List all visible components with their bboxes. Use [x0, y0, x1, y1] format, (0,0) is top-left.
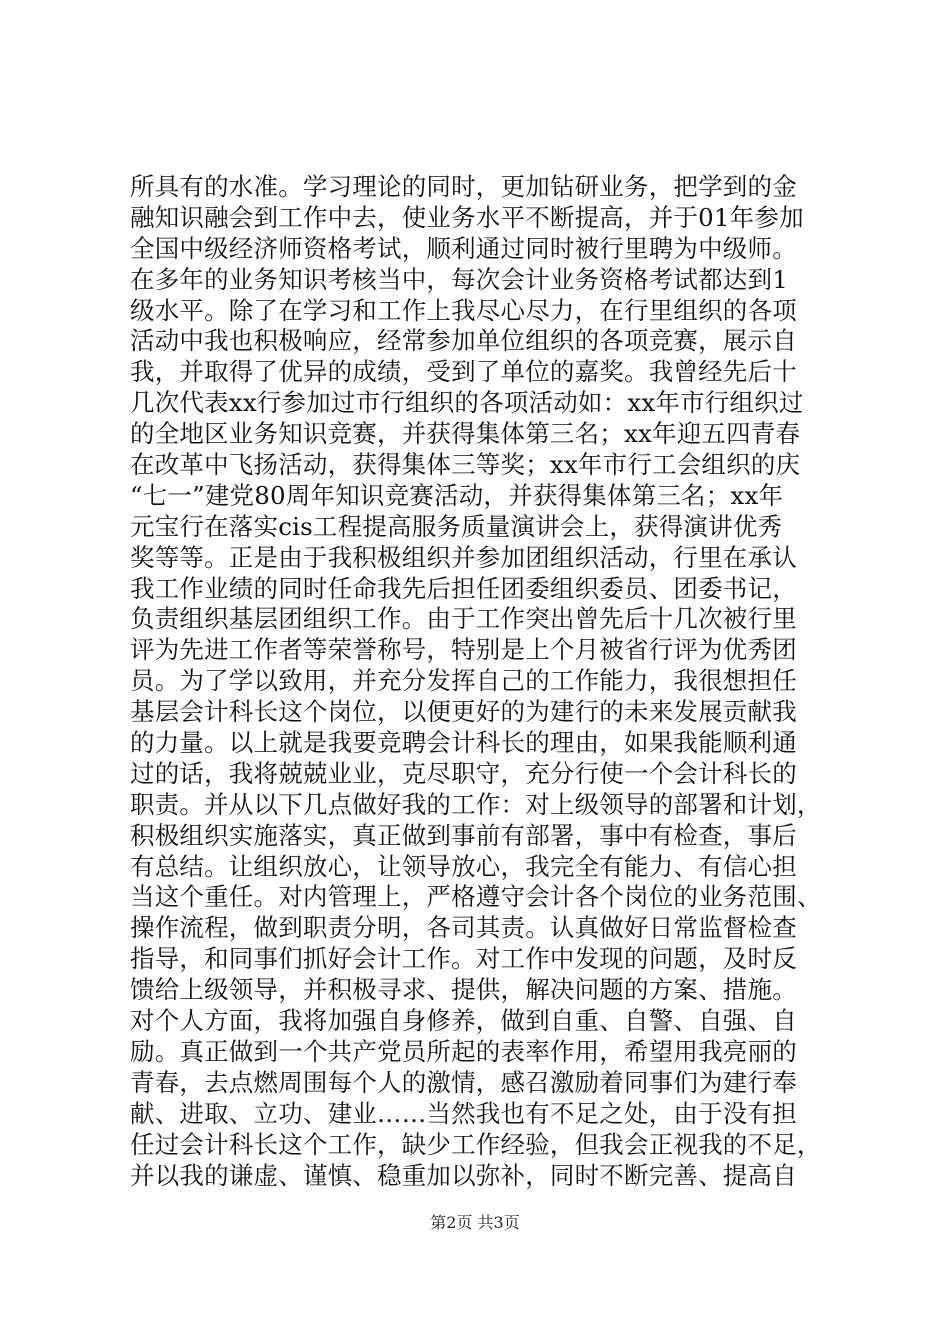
text-line: 在多年的业务知识考核当中，每次会计业务资格考试都达到1: [130, 264, 788, 294]
text-line: 我，并取得了优异的成绩，受到了单位的嘉奖。我曾经先后十: [130, 357, 797, 387]
text-line: 馈给上级领导，并积极寻求、提供，解决问题的方案、措施。: [130, 975, 797, 1005]
text-line: 在改革中飞扬活动，获得集体三等奖；xx年市行工会组织的庆: [130, 450, 801, 480]
text-line: 对个人方面，我将加强自身修养，做到自重、自警、自强、自: [130, 1006, 797, 1036]
text-line: 的力量。以上就是我要竞聘会计科长的理由，如果我能顺利通: [130, 728, 797, 758]
text-line: 当这个重任。对内管理上，严格遵守会计各个岗位的业务范围、: [130, 882, 822, 912]
text-line: 献、进取、立功、建业……当然我也有不足之处，由于没有担: [130, 1098, 797, 1128]
text-line: 并以我的谦虚、谨慎、稳重加以弥补，同时不断完善、提高自: [130, 1160, 797, 1190]
text-line: 活动中我也积极响应，经常参加单位组织的各项竞赛，展示自: [130, 326, 797, 356]
text-line: 过的话，我将兢兢业业，克尽职守，充分行使一个会计科长的: [130, 758, 797, 788]
text-line: 积极组织实施落实，真正做到事前有部署，事中有检查，事后: [130, 820, 797, 850]
text-line: 评为先进工作者等荣誉称号，特别是上个月被省行评为优秀团: [130, 635, 797, 665]
text-line: 元宝行在落实cis工程提高服务质量演讲会上，获得演讲优秀: [130, 511, 783, 541]
text-line: 奖等等。正是由于我积极组织并参加团组织活动，行里在承认: [130, 542, 797, 572]
document-body: [130, 172, 830, 1191]
text-line: 融知识融会到工作中去，使业务水平不断提高，并于01年参加: [130, 202, 804, 232]
text-line: 全国中级经济师资格考试，顺利通过同时被行里聘为中级师。: [130, 233, 797, 263]
text-line: 负责组织基层团组织工作。由于工作突出曾先后十几次被行里: [130, 604, 797, 634]
text-line: 所具有的水准。学习理论的同时，更加钻研业务，把学到的金: [130, 172, 797, 201]
text-line: 员。为了学以致用，并充分发挥自己的工作能力，我很想担任: [130, 666, 797, 696]
text-line: 级水平。除了在学习和工作上我尽心尽力，在行里组织的各项: [130, 295, 797, 325]
text-line: 有总结。让组织放心，让领导放心，我完全有能力、有信心担: [130, 851, 797, 881]
text-line: 任过会计科长这个工作，缺少工作经验，但我会正视我的不足，: [130, 1129, 822, 1159]
text-line: 指导，和同事们抓好会计工作。对工作中发现的问题，及时反: [130, 944, 797, 974]
text-line: 青春，去点燃周围每个人的激情，感召激励着同事们为建行奉: [130, 1067, 797, 1097]
text-line: 几次代表xx行参加过市行组织的各项活动如：xx年市行组织过: [130, 388, 804, 418]
text-line: 操作流程，做到职责分明，各司其责。认真做好日常监督检查: [130, 913, 797, 943]
text-line: 基层会计科长这个岗位，以便更好的为建行的未来发展贡献我: [130, 697, 797, 727]
text-line: 我工作业绩的同时任命我先后担任团委组织委员、团委书记，: [130, 573, 797, 603]
page-footer: 第2页 共3页: [430, 1213, 520, 1232]
text-line: 的全地区业务知识竞赛，并获得集体第三名；xx年迎五四青春: [130, 419, 801, 449]
text-line: “七一”建党80周年知识竞赛活动，并获得集体第三名；xx年: [130, 480, 784, 510]
text-line: 职责。并从以下几点做好我的工作：对上级领导的部署和计划，: [130, 789, 822, 819]
text-line: 励。真正做到一个共产党员所起的表率作用，希望用我亮丽的: [130, 1036, 797, 1066]
